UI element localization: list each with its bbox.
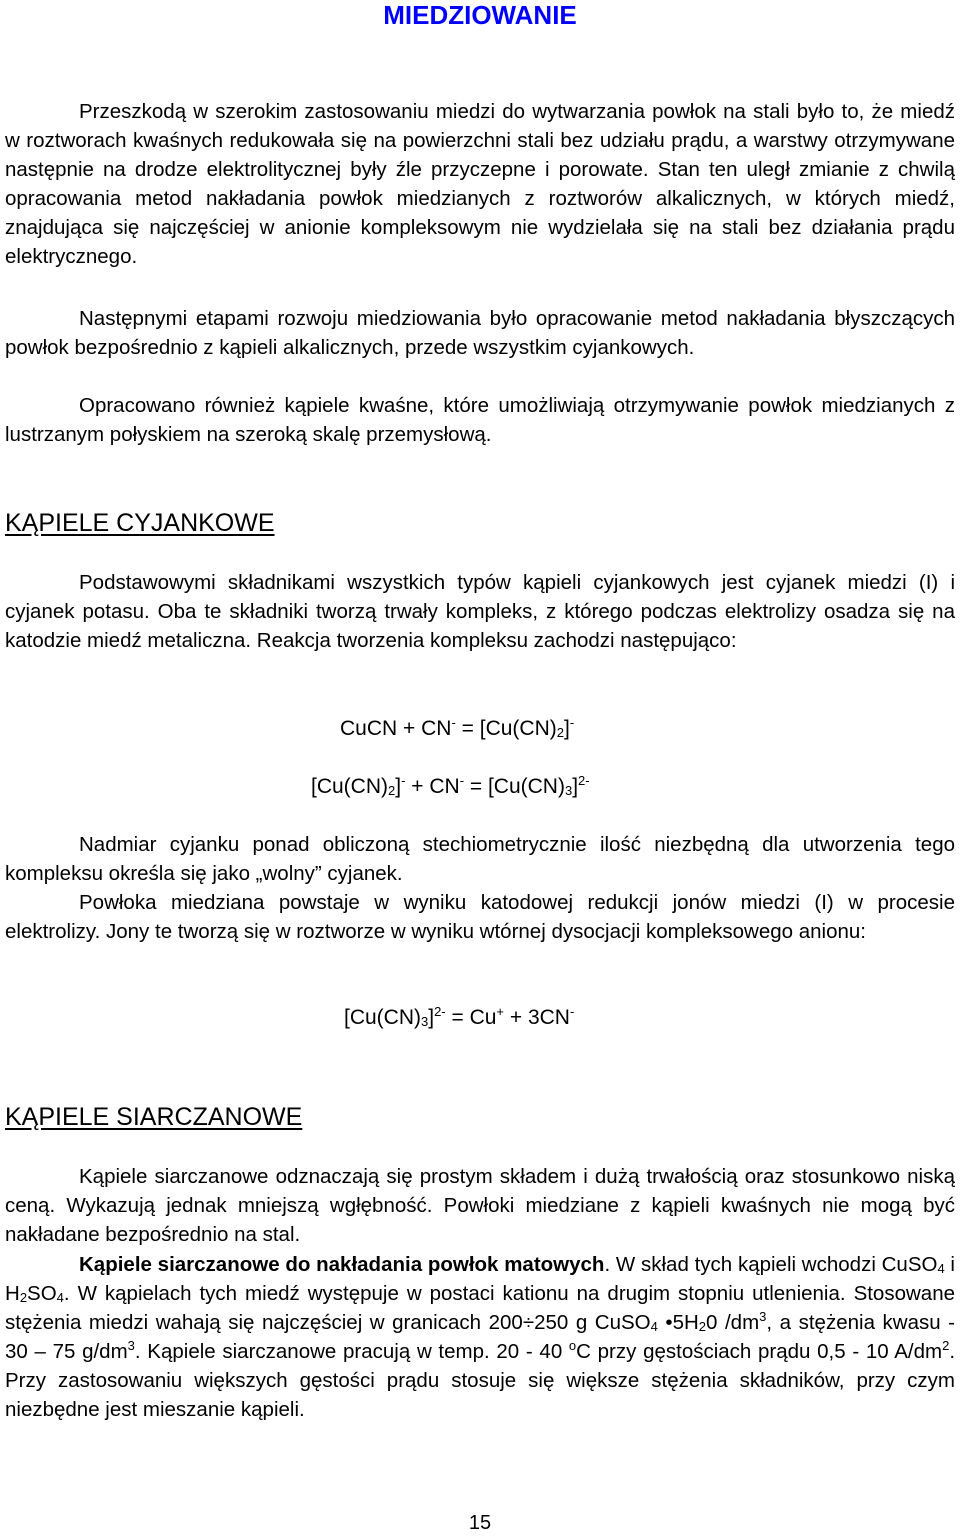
sulfate-text: . W kąpielach tych miedź występuje w postaci kationu na drugim stopniu utlenienia. Stosowane stężenia miedzi wahają się najczęściej w granicach 200 bbox=[5, 1282, 955, 1334]
sulfate-text: . W skład tych kąpieli wchodzi CuSO bbox=[604, 1253, 938, 1276]
sulfate-sub: 4 bbox=[650, 1319, 658, 1334]
sulfate-text: 250 g CuSO bbox=[534, 1311, 651, 1334]
eq2-part: = [Cu(CN) bbox=[464, 775, 565, 798]
sulfate-bold-lead: Kąpiele siarczanowe do nakładania powłok matowych bbox=[79, 1253, 605, 1276]
eq2-sub: 3 bbox=[564, 783, 573, 798]
eq2-sub: 2 bbox=[388, 783, 396, 798]
sulfate-text: SO bbox=[27, 1282, 57, 1305]
sulfate-text: i H bbox=[5, 1253, 955, 1305]
eq3-sup: + bbox=[496, 1004, 505, 1019]
eq2-part: ] bbox=[572, 775, 579, 798]
sulfate-paragraph-2 bbox=[5, 1250, 955, 1424]
intro-paragraph-3 bbox=[5, 391, 955, 449]
eq1-part: CuCN + CN bbox=[340, 717, 452, 740]
eq3-part: + 3CN bbox=[504, 1006, 570, 1029]
section-heading-sulfate: KĄPIELE SIARCZANOWE bbox=[5, 1103, 303, 1131]
intro-paragraph-1 bbox=[5, 97, 955, 271]
page-number: 15 bbox=[468, 1512, 492, 1534]
cyanide-paragraph-3 bbox=[5, 888, 955, 946]
eq2-sup: 2- bbox=[578, 773, 590, 788]
sulfate-sub: 2 bbox=[698, 1319, 707, 1334]
eq1-sup: - bbox=[451, 715, 456, 730]
intro-text-1: Przeszkodą w szerokim zastosowaniu miedzi do wytwarzania powłok na stali było to, że miedź w roztworach kwaśnych redukowała się na powierzchni stali bez udziału prądu, a warstwy otrzymywane następnie na drodze elektrolitycznej były źle przyczepne i porowate. Stan ten uległ zmianie z chwilą opracowania metod nakładania powłok miedzianych z roztworów alkalicznych, w których miedź, znajdująca się najczęściej w anionie kompleksowym nie wydzielała się na stali bez działania prądu elektrycznego. bbox=[5, 100, 955, 268]
eq1-part: = [Cu(CN) bbox=[455, 717, 557, 740]
eq3-part: = Cu bbox=[445, 1006, 497, 1029]
sulfate-text: . Przy zastosowaniu większych gęstości prądu stosuje się większe stężenia składników, przy czym niezbędne jest mieszanie kąpieli. bbox=[5, 1340, 956, 1421]
division-sign: ÷ bbox=[522, 1311, 535, 1334]
eq2-sup: - bbox=[459, 773, 465, 788]
eq3-sub: 3 bbox=[421, 1014, 429, 1029]
sulfate-text-1: Kąpiele siarczanowe odznaczają się prostym składem i dużą trwałością oraz stosunkowo niską ceną. Wykazują jednak mniejszą wgłębność. Powłoki miedziane z kąpieli kwaśnych nie mogą być nakładane bezpośrednio na stal. bbox=[5, 1165, 955, 1246]
eq2-sup: - bbox=[401, 773, 406, 788]
eq2-part: ] bbox=[395, 775, 402, 798]
eq1-part: ] bbox=[563, 717, 570, 740]
eq2-part: + CN bbox=[405, 775, 460, 798]
section-heading-cyanide: KĄPIELE CYJANKOWE bbox=[5, 509, 275, 537]
intro-text-2: Następnymi etapami rozwoju miedziowania było opracowanie metod nakładania błyszczących powłok bezpośrednio z kąpieli alkalicznych, przede wszystkim cyjankowych. bbox=[5, 307, 955, 359]
cyanide-text-3: Powłoka miedziana powstaje w wyniku katodowej redukcji jonów miedzi (I) w procesie elektrolizy. Jony te tworzą się w roztworze w wyniku wtórnej dysocjacji kompleksowego anionu: bbox=[5, 891, 955, 943]
sulfate-paragraph-1 bbox=[5, 1162, 955, 1249]
sulfate-sup: o bbox=[568, 1338, 577, 1353]
eq3-part: [Cu(CN) bbox=[344, 1006, 421, 1029]
sulfate-sup: 2 bbox=[942, 1338, 950, 1353]
sulfate-text: •5H bbox=[657, 1311, 699, 1334]
sulfate-sup: 3 bbox=[127, 1338, 135, 1353]
sulfate-sub: 4 bbox=[56, 1290, 64, 1305]
sulfate-text: C przy gęstościach prądu 0,5 - 10 A/dm bbox=[576, 1340, 943, 1363]
sulfate-text: . Kąpiele siarczanowe pracują w temp. 20 - 40 bbox=[134, 1340, 569, 1363]
sulfate-sup: 3 bbox=[759, 1309, 767, 1324]
cyanide-text-1: Podstawowymi składnikami wszystkich typów kąpieli cyjankowych jest cyjanek miedzi (I) i cyjanek potasu. Oba te składniki tworzą trwały kompleks, z którego podczas elektrolizy osadza się na katodzie miedź metaliczna. Reakcja tworzenia kompleksu zachodzi następująco: bbox=[5, 571, 955, 652]
eq3-sup: - bbox=[569, 1004, 575, 1019]
cyanide-paragraph-2 bbox=[5, 830, 955, 888]
eq3-sup: 2- bbox=[434, 1004, 446, 1019]
sulfate-text: , a stężenia kwasu - 30 – 75 g/dm bbox=[5, 1311, 956, 1363]
intro-text-3: Opracowano również kąpiele kwaśne, które umożliwiają otrzymywanie powłok miedzianych z lustrzanym połyskiem na szeroką skalę przemysłową. bbox=[5, 394, 955, 446]
page-title: MIEDZIOWANIE bbox=[383, 0, 577, 30]
eq3-part: ] bbox=[428, 1006, 435, 1029]
eq1-sup: - bbox=[569, 715, 575, 730]
intro-paragraph-2 bbox=[5, 304, 955, 362]
sulfate-sub: 4 bbox=[937, 1261, 945, 1276]
sulfate-sub: 2 bbox=[19, 1290, 28, 1305]
sulfate-text: 0 /dm bbox=[706, 1311, 760, 1334]
cyanide-paragraph-1 bbox=[5, 568, 955, 655]
cyanide-text-2: Nadmiar cyjanku ponad obliczoną stechiometrycznie ilość niezbędną dla utworzenia tego kompleksu określa się jako „wolny” cyjanek. bbox=[5, 833, 955, 885]
eq1-sub: 2 bbox=[556, 725, 564, 740]
eq2-part: [Cu(CN) bbox=[311, 775, 388, 798]
